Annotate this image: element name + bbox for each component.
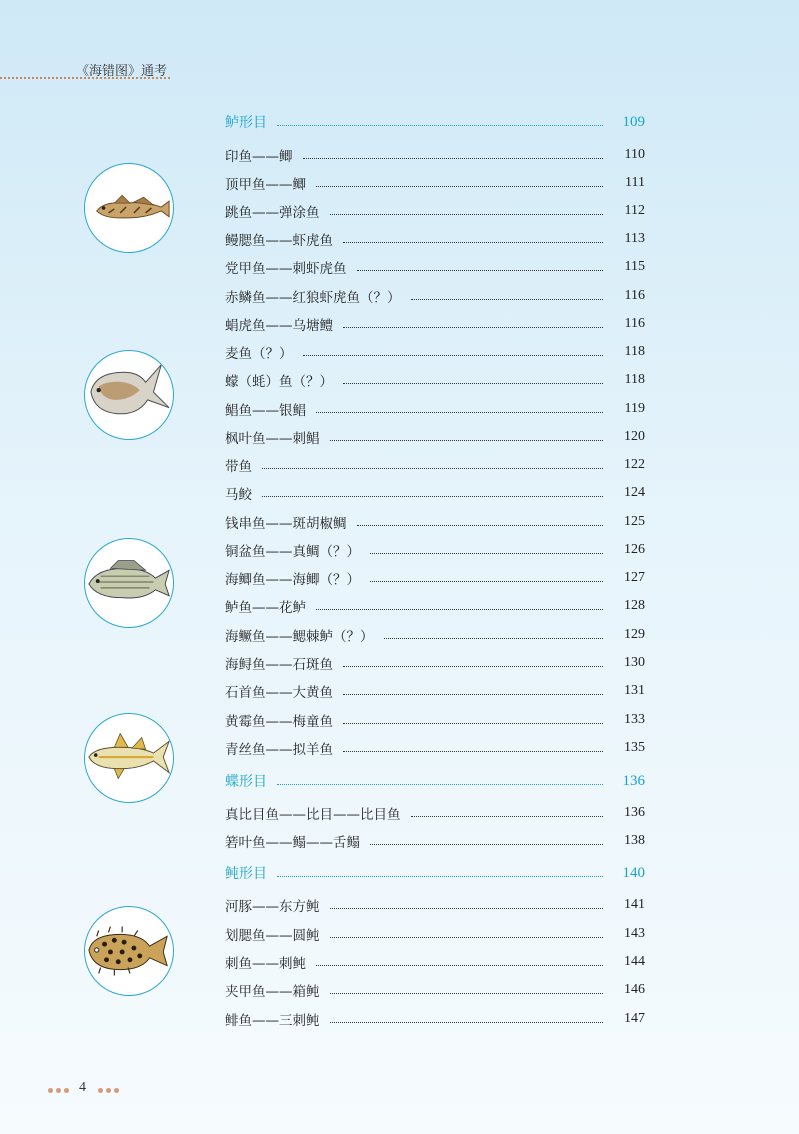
toc-entry-row[interactable] <box>225 229 645 249</box>
dot-leader <box>277 784 603 785</box>
footer-dot <box>48 1088 53 1093</box>
toc-page-number: 115 <box>624 259 645 274</box>
dot-leader <box>262 496 603 497</box>
toc-section-label: 蝶形目 <box>225 774 267 790</box>
header-title: 《海错图》通考 <box>76 64 168 79</box>
toc-entry-row[interactable] <box>225 738 645 758</box>
toc-page-number: 118 <box>624 344 645 359</box>
toc-page-number: 147 <box>624 1011 645 1026</box>
toc-page-number: 111 <box>625 175 645 190</box>
toc-entry-label: 枫叶鱼——刺鲳 <box>225 431 320 447</box>
toc-entry-label: 刺鱼——刺鲀 <box>225 956 306 972</box>
toc-entry-label: 鳗腮鱼——虾虎鱼 <box>225 233 333 249</box>
toc-entry-row[interactable] <box>225 596 645 616</box>
toc-entry-row[interactable] <box>225 653 645 673</box>
toc-entry-row[interactable] <box>225 625 645 645</box>
toc-entry-label: 麦鱼（？） <box>225 346 293 362</box>
toc-entry-label: 印鱼——鲫 <box>225 149 293 165</box>
toc-page-number: 128 <box>624 598 645 613</box>
toc-entry-row[interactable] <box>225 427 645 447</box>
toc-entry-label: 铜盆鱼——真鲷（？） <box>225 544 360 560</box>
toc-entry-row[interactable] <box>225 286 645 306</box>
toc-page-number: 144 <box>624 954 645 969</box>
toc-section-label: 鲈形目 <box>225 115 267 131</box>
toc-entry-label: 夹甲鱼——箱鲀 <box>225 984 320 1000</box>
running-header <box>0 60 170 80</box>
toc-entry-row[interactable] <box>225 145 645 165</box>
dot-leader <box>316 609 603 610</box>
footer-dot <box>98 1088 103 1093</box>
toc-entry-label: 鲱鱼——三刺鲀 <box>225 1013 320 1029</box>
toc-page-number: 143 <box>624 926 645 941</box>
toc-entry-label: 海鲟鱼——石斑鱼 <box>225 657 333 673</box>
header-rule <box>0 77 170 79</box>
toc-section-row[interactable] <box>225 771 645 791</box>
toc-page-number: 140 <box>622 864 645 881</box>
toc-entry-label: 海鳜鱼——鳃棘鲈（？） <box>225 629 374 645</box>
toc-entry-label: 真比目鱼——比目——比目鱼 <box>225 807 401 823</box>
toc-entry-row[interactable] <box>225 399 645 419</box>
dot-leader <box>330 937 604 938</box>
footer-dot <box>114 1088 119 1093</box>
toc-page-number: 125 <box>624 514 645 529</box>
dot-leader <box>277 876 603 877</box>
toc-entry-label: 带鱼 <box>225 459 252 475</box>
toc-entry-label: 鲈鱼——花鲈 <box>225 600 306 616</box>
toc-entry-row[interactable] <box>225 681 645 701</box>
toc-page-number: 126 <box>624 542 645 557</box>
toc-entry-row[interactable] <box>225 980 645 1000</box>
dot-leader <box>316 965 603 966</box>
dot-leader <box>343 723 603 724</box>
toc-page-number: 130 <box>624 655 645 670</box>
footer-dot <box>106 1088 111 1093</box>
dot-leader <box>370 553 603 554</box>
toc-entry-label: 钱串鱼——斑胡椒鲷 <box>225 516 347 532</box>
toc-entry-row[interactable] <box>225 895 645 915</box>
dot-leader <box>262 468 603 469</box>
toc-entry-row[interactable] <box>225 924 645 944</box>
dot-leader <box>330 993 604 994</box>
toc-page-number: 136 <box>624 805 645 820</box>
toc-page-number: 131 <box>624 683 645 698</box>
dot-leader <box>343 242 603 243</box>
toc-page-number: 116 <box>624 316 645 331</box>
dot-leader <box>330 440 604 441</box>
toc-page-number: 146 <box>624 982 645 997</box>
toc-entry-row[interactable] <box>225 952 645 972</box>
dot-leader <box>303 158 604 159</box>
goatfish-illustration <box>84 713 174 803</box>
dot-leader <box>343 327 603 328</box>
dot-leader <box>330 214 604 215</box>
toc-entry-label: 顶甲鱼——鲫 <box>225 177 306 193</box>
toc-entry-row[interactable] <box>225 803 645 823</box>
toc-page-number: 136 <box>622 772 645 789</box>
page-footer <box>48 1080 128 1100</box>
dot-leader <box>330 908 604 909</box>
toc-section-label: 鲀形目 <box>225 866 267 882</box>
toc-page-number: 122 <box>624 457 645 472</box>
toc-entry-label: 赤鳞鱼——红狼虾虎鱼（？） <box>225 290 401 306</box>
toc-entry-label: 蜎虎鱼——乌塘鳢 <box>225 318 333 334</box>
dot-leader <box>343 383 603 384</box>
toc-entry-label: 河豚——东方鲀 <box>225 899 320 915</box>
dot-leader <box>343 694 603 695</box>
toc-entry-label: 跳鱼——弹涂鱼 <box>225 205 320 221</box>
toc-entry-row[interactable] <box>225 173 645 193</box>
toc-page-number: 135 <box>624 740 645 755</box>
dot-leader <box>370 844 603 845</box>
toc-entry-row[interactable] <box>225 710 645 730</box>
seabream-illustration <box>84 538 174 628</box>
toc-entry-label: 青丝鱼——拟羊鱼 <box>225 742 333 758</box>
dot-leader <box>384 638 604 639</box>
toc-entry-row[interactable] <box>225 370 645 390</box>
toc-page-number: 133 <box>624 712 645 727</box>
toc-page-number: 112 <box>624 203 645 218</box>
toc-entry-row[interactable] <box>225 1009 645 1029</box>
toc-page-number: 129 <box>624 627 645 642</box>
toc-page-number: 124 <box>624 485 645 500</box>
toc-entry-label: 鲳鱼——银鲳 <box>225 403 306 419</box>
toc-entry-row[interactable] <box>225 201 645 221</box>
toc-entry-label: 黄霉鱼——梅童鱼 <box>225 714 333 730</box>
dot-leader <box>316 186 603 187</box>
dot-leader <box>343 751 603 752</box>
toc-entry-label: 海鲫鱼——海鲫（？） <box>225 572 360 588</box>
toc-page-number: 127 <box>624 570 645 585</box>
toc-entry-row[interactable] <box>225 512 645 532</box>
toc-section-row[interactable] <box>225 112 645 132</box>
toc-section-row[interactable] <box>225 863 645 883</box>
toc-entry-row[interactable] <box>225 831 645 851</box>
toc-entry-label: 马鲛 <box>225 487 252 503</box>
goby-illustration <box>84 163 174 253</box>
pomfret-illustration <box>84 350 174 440</box>
toc-page-number: 116 <box>624 288 645 303</box>
toc-entry-row[interactable] <box>225 257 645 277</box>
toc-page-number: 110 <box>624 147 645 162</box>
dot-leader <box>357 270 604 271</box>
toc-entry-row[interactable] <box>225 342 645 362</box>
toc-entry-row[interactable] <box>225 540 645 560</box>
toc-entry-label: 党甲鱼——刺虾虎鱼 <box>225 261 347 277</box>
toc-entry-label: 蠓（蚝）鱼（？） <box>225 374 333 390</box>
dot-leader <box>411 299 604 300</box>
toc-entry-label: 箬叶鱼——鳎——舌鳎 <box>225 835 360 851</box>
toc-entry-label: 石首鱼——大黄鱼 <box>225 685 333 701</box>
footer-dot <box>56 1088 61 1093</box>
footer-dot <box>64 1088 69 1093</box>
page-number: 4 <box>79 1080 86 1095</box>
dot-leader <box>303 355 604 356</box>
dot-leader <box>343 666 603 667</box>
dot-leader <box>370 581 603 582</box>
dot-leader <box>316 412 603 413</box>
dot-leader <box>277 125 603 126</box>
toc-page-number: 113 <box>624 231 645 246</box>
dot-leader <box>330 1022 604 1023</box>
dot-leader <box>357 525 604 526</box>
toc-page-number: 109 <box>622 113 645 130</box>
toc-entry-row[interactable] <box>225 483 645 503</box>
toc-page-number: 119 <box>624 401 645 416</box>
toc-entry-label: 划腮鱼——圆鲀 <box>225 928 320 944</box>
toc-page-number: 118 <box>624 372 645 387</box>
toc-page-number: 120 <box>624 429 645 444</box>
toc-page-number: 138 <box>624 833 645 848</box>
toc-entry-row[interactable] <box>225 314 645 334</box>
toc-page-number: 141 <box>624 897 645 912</box>
toc-entry-row[interactable] <box>225 455 645 475</box>
toc-entry-row[interactable] <box>225 568 645 588</box>
porcupinefish-illustration <box>84 906 174 996</box>
dot-leader <box>411 816 604 817</box>
